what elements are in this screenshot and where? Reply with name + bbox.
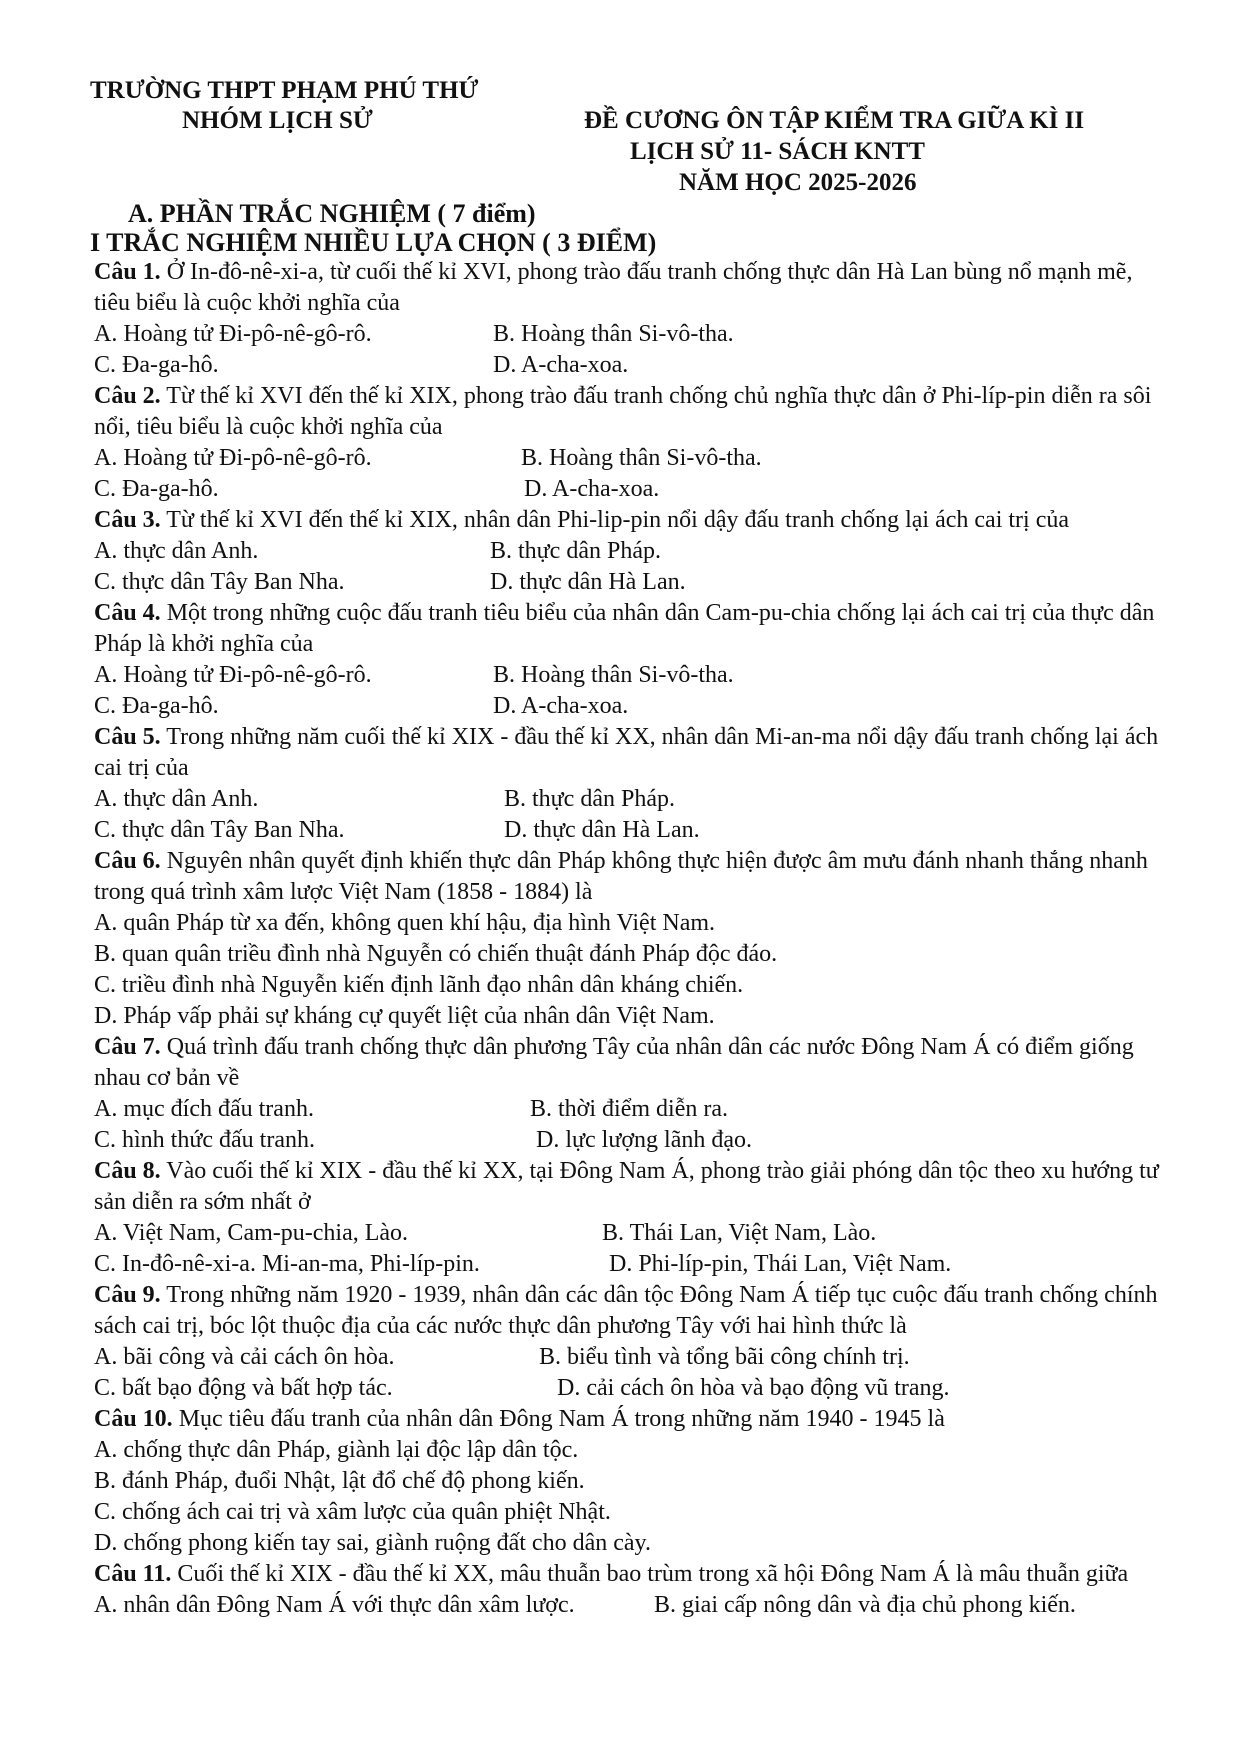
option-a: A. Hoàng tử Đi-pô-nê-gô-rô. xyxy=(94,662,372,688)
question-number: Câu 4. xyxy=(94,600,161,626)
option-d: D. thực dân Hà Lan. xyxy=(490,569,686,595)
question-3 xyxy=(94,505,1174,536)
options-row xyxy=(94,784,1174,815)
option-b: B. giai cấp nông dân và địa chủ phong kiến. xyxy=(654,1592,1076,1618)
option-b: B. quan quân triều đình nhà Nguyễn có chiến thuật đánh Pháp độc đáo. xyxy=(94,941,778,967)
option-c: C. triều đình nhà Nguyễn kiến định lãnh đạo nhân dân kháng chiến. xyxy=(94,972,744,998)
options-row xyxy=(94,691,1174,722)
option-c: C. Đa-ga-hô. xyxy=(94,476,219,502)
option-b: B. Hoàng thân Si-vô-tha. xyxy=(493,321,734,347)
question-number: Câu 8. xyxy=(94,1158,161,1184)
option-a: A. bãi công và cải cách ôn hòa. xyxy=(94,1344,395,1370)
question-number: Câu 5. xyxy=(94,724,161,750)
question-number: Câu 6. xyxy=(94,848,161,874)
option-d: D. cải cách ôn hòa và bạo động vũ trang. xyxy=(557,1375,950,1401)
question-number: Câu 11. xyxy=(94,1561,172,1587)
option-d: D. lực lượng lãnh đạo. xyxy=(536,1127,752,1153)
options-row xyxy=(94,567,1174,598)
question-number: Câu 3. xyxy=(94,507,161,533)
question-6 xyxy=(94,846,1174,908)
question-text: Trong những năm cuối thế kỉ XIX - đầu thế kỉ XX, nhân dân Mi-an-ma nổi dậy đấu tranh chống lại ách cai trị của xyxy=(94,724,1159,781)
option-d: D. A-cha-xoa. xyxy=(524,476,660,502)
option-b: B. biểu tình và tổng bãi công chính trị. xyxy=(539,1344,910,1370)
option-a: A. mục đích đấu tranh. xyxy=(94,1096,314,1122)
group-name: NHÓM LỊCH SỬ xyxy=(182,107,373,134)
option-a: A. Việt Nam, Cam-pu-chia, Lào. xyxy=(94,1220,409,1246)
option-b: B. thực dân Pháp. xyxy=(504,786,675,812)
options-row xyxy=(94,660,1174,691)
option-a: A. Hoàng tử Đi-pô-nê-gô-rô. xyxy=(94,321,372,347)
options-row xyxy=(94,443,1174,474)
part-a-heading: A. PHẦN TRẮC NGHIỆM ( 7 điểm) xyxy=(128,199,536,228)
document-title: ĐỀ CƯƠNG ÔN TẬP KIỂM TRA GIỮA KÌ II xyxy=(584,107,1085,134)
question-text: Từ thế kỉ XVI đến thế kỉ XIX, nhân dân Phi-lip-pin nổi dậy đấu tranh chống lại ách cai trị của xyxy=(160,507,1070,533)
question-number: Câu 1. xyxy=(94,259,161,285)
option-c: C. thực dân Tây Ban Nha. xyxy=(94,817,345,843)
option-b: B. thời điểm diễn ra. xyxy=(530,1096,728,1122)
option-a: A. Hoàng tử Đi-pô-nê-gô-rô. xyxy=(94,445,372,471)
question-text: Quá trình đấu tranh chống thực dân phương Tây của nhân dân các nước Đông Nam Á có điểm giống nhau cơ bản về xyxy=(94,1034,1134,1091)
question-number: Câu 9. xyxy=(94,1282,161,1308)
question-text: Vào cuối thế kỉ XIX - đầu thế kỉ XX, tại Đông Nam Á, phong trào giải phóng dân tộc theo xu hướng tư sản diễn ra sớm nhất ở xyxy=(94,1158,1159,1215)
question-text: Nguyên nhân quyết định khiến thực dân Pháp không thực hiện được âm mưu đánh nhanh thắng nhanh trong quá trình xâm lược Việt Nam (1858 - 1884) là xyxy=(94,848,1148,905)
option-d: D. thực dân Hà Lan. xyxy=(504,817,700,843)
option-d: D. Phi-líp-pin, Thái Lan, Việt Nam. xyxy=(609,1251,952,1277)
option-d: D. chống phong kiến tay sai, giành ruộng đất cho dân cày. xyxy=(94,1530,651,1556)
question-text: Một trong những cuộc đấu tranh tiêu biểu của nhân dân Cam-pu-chia chống lại ách cai trị của thực dân Pháp là khởi nghĩa của xyxy=(94,600,1155,657)
option-a: A. thực dân Anh. xyxy=(94,786,259,812)
question-text: Ở In-đô-nê-xi-a, từ cuối thế kỉ XVI, phong trào đấu tranh chống thực dân Hà Lan bùng nổ mạnh mẽ, tiêu biểu là cuộc khởi nghĩa của xyxy=(94,259,1133,316)
option-b: B. Thái Lan, Việt Nam, Lào. xyxy=(602,1220,877,1246)
option-c: C. chống ách cai trị và xâm lược của quân phiệt Nhật. xyxy=(94,1499,611,1525)
options-row xyxy=(94,1218,1174,1249)
school-year: NĂM HỌC 2025-2026 xyxy=(679,169,917,196)
question-9 xyxy=(94,1280,1174,1342)
options-row xyxy=(94,319,1174,350)
options-row xyxy=(94,1094,1174,1125)
question-1 xyxy=(94,257,1174,319)
options-row xyxy=(94,474,1174,505)
question-4 xyxy=(94,598,1174,660)
section-heading: I TRẮC NGHIỆM NHIỀU LỰA CHỌN ( 3 ĐIỂM) xyxy=(90,228,657,257)
option-c: C. In-đô-nê-xi-a. Mi-an-ma, Phi-líp-pin. xyxy=(94,1251,480,1277)
question-7 xyxy=(94,1032,1174,1094)
question-text: Mục tiêu đấu tranh của nhân dân Đông Nam Á trong những năm 1940 - 1945 là xyxy=(172,1406,945,1432)
option-c: C. Đa-ga-hô. xyxy=(94,352,219,378)
option-b: B. Hoàng thân Si-vô-tha. xyxy=(493,662,734,688)
question-number: Câu 2. xyxy=(94,383,161,409)
option-c: C. Đa-ga-hô. xyxy=(94,693,219,719)
option-d: D. Pháp vấp phải sự kháng cự quyết liệt của nhân dân Việt Nam. xyxy=(94,1003,715,1029)
options-row xyxy=(94,536,1174,567)
options-row xyxy=(94,1249,1174,1280)
option-d: D. A-cha-xoa. xyxy=(493,693,629,719)
option-a: A. nhân dân Đông Nam Á với thực dân xâm lược. xyxy=(94,1592,575,1618)
option-a: A. quân Pháp từ xa đến, không quen khí hậu, địa hình Việt Nam. xyxy=(94,910,716,936)
question-number: Câu 7. xyxy=(94,1034,161,1060)
option-c: C. hình thức đấu tranh. xyxy=(94,1127,315,1153)
option-a: A. thực dân Anh. xyxy=(94,538,259,564)
question-text: Cuối thế kỉ XIX - đầu thế kỉ XX, mâu thuẫn bao trùm trong xã hội Đông Nam Á là mâu thuẫn giữa xyxy=(171,1561,1129,1587)
question-list xyxy=(94,257,1174,1621)
option-c: C. bất bạo động và bất hợp tác. xyxy=(94,1375,393,1401)
option-b: B. thực dân Pháp. xyxy=(490,538,661,564)
question-11 xyxy=(94,1559,1174,1590)
option-a: A. chống thực dân Pháp, giành lại độc lập dân tộc. xyxy=(94,1437,579,1463)
question-5 xyxy=(94,722,1174,784)
subject-line: LỊCH SỬ 11- SÁCH KNTT xyxy=(630,138,925,165)
question-text: Trong những năm 1920 - 1939, nhân dân các dân tộc Đông Nam Á tiếp tục cuộc đấu tranh chống chính sách cai trị, bóc lột thuộc địa của các nước thực dân phương Tây với hai hình thức là xyxy=(94,1282,1158,1339)
question-8 xyxy=(94,1156,1174,1218)
question-10 xyxy=(94,1404,1174,1435)
options-row xyxy=(94,350,1174,381)
question-text: Từ thế kỉ XVI đến thế kỉ XIX, phong trào đấu tranh chống chủ nghĩa thực dân ở Phi-líp-pin diễn ra sôi nổi, tiêu biểu là cuộc khởi nghĩa của xyxy=(94,383,1152,440)
question-2 xyxy=(94,381,1174,443)
option-c: C. thực dân Tây Ban Nha. xyxy=(94,569,345,595)
options-row xyxy=(94,1342,1174,1373)
options-row xyxy=(94,815,1174,846)
options-row xyxy=(94,1373,1174,1404)
question-number: Câu 10. xyxy=(94,1406,173,1432)
option-b: B. Hoàng thân Si-vô-tha. xyxy=(521,445,762,471)
options-row xyxy=(94,1590,1174,1621)
option-d: D. A-cha-xoa. xyxy=(493,352,629,378)
option-b: B. đánh Pháp, đuổi Nhật, lật đổ chế độ phong kiến. xyxy=(94,1468,585,1494)
school-name: TRƯỜNG THPT PHẠM PHÚ THỨ xyxy=(90,77,479,104)
options-row xyxy=(94,1125,1174,1156)
